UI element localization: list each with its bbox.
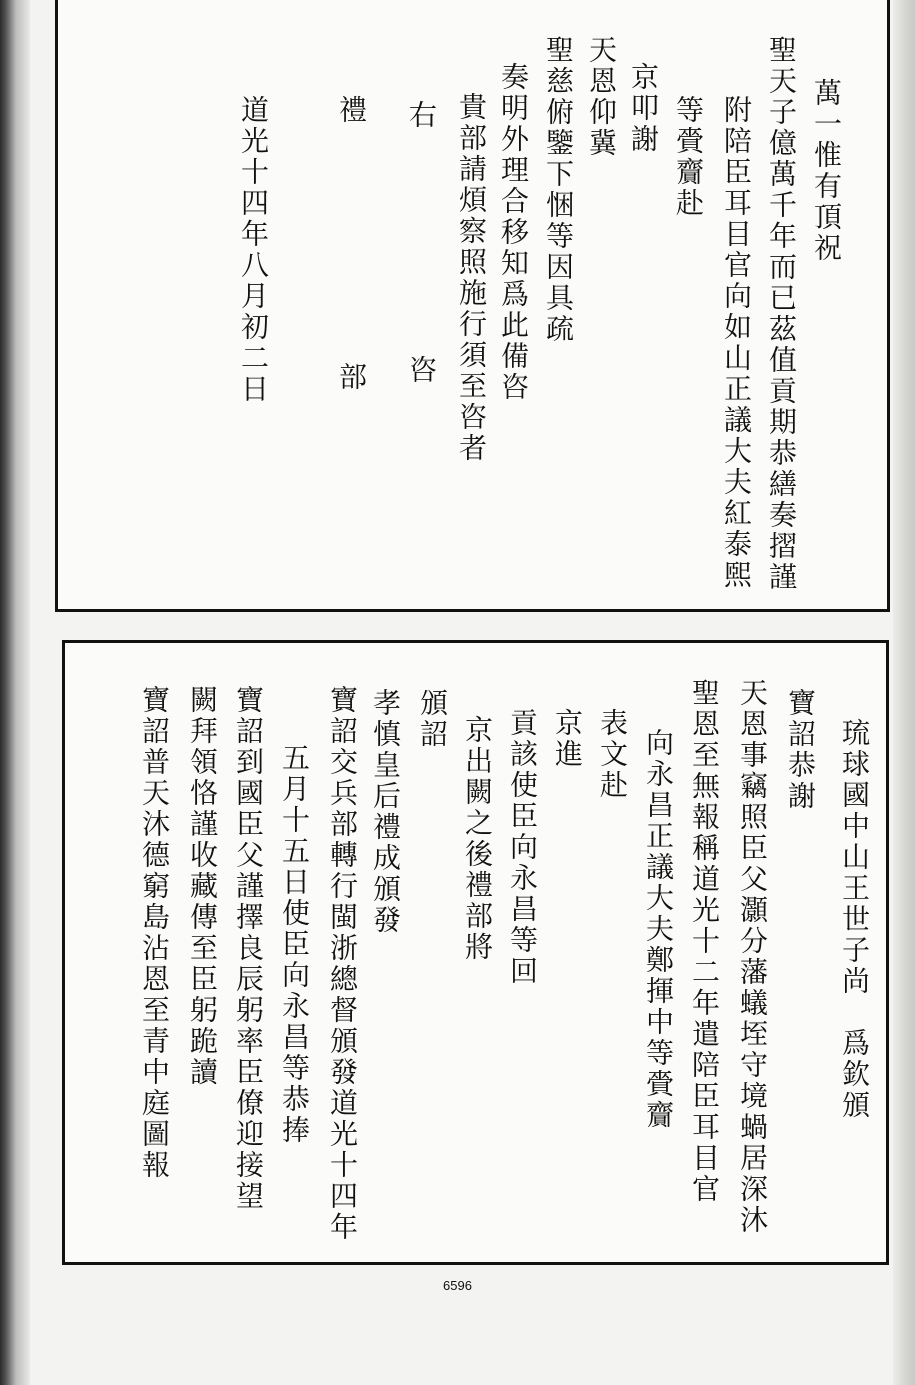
text-column: 聖天子億萬千年而已茲值貢期恭繕奏摺謹 bbox=[765, 35, 798, 593]
text-column: 京進 bbox=[551, 708, 584, 770]
text-column: 道光十四年八月初二日 bbox=[237, 95, 270, 405]
text-column: 京叩謝 bbox=[627, 62, 660, 155]
text-column: 天恩仰冀 bbox=[585, 35, 618, 159]
document-panel-bottom bbox=[62, 640, 889, 1265]
page-edge bbox=[893, 0, 915, 1385]
document-panel-top bbox=[55, 0, 890, 612]
text-column: 部 bbox=[335, 362, 368, 393]
text-column: 萬一惟有頂祝 bbox=[810, 78, 843, 264]
text-column: 表文赴 bbox=[596, 708, 629, 801]
text-column: 寶詔到國臣父謹擇良辰躬率臣僚迎接望 bbox=[232, 685, 265, 1212]
text-column: 右 bbox=[405, 100, 438, 131]
text-column: 奏明外理合移知爲此備咨 bbox=[497, 62, 530, 403]
text-column: 等賫齎赴 bbox=[672, 95, 705, 219]
text-column: 五月十五日使臣向永昌等恭捧 bbox=[278, 743, 311, 1146]
text-column: 咨 bbox=[405, 355, 438, 386]
text-column: 琉球國中山王世子尚 爲欽頒 bbox=[838, 718, 871, 1121]
text-column: 京出闕之後禮部將 bbox=[461, 715, 494, 963]
text-column: 闕拜領恪謹收藏傳至臣躬跪讀 bbox=[186, 685, 219, 1088]
text-column: 附陪臣耳目官向如山正議大夫紅泰煕 bbox=[720, 95, 753, 591]
text-column: 寶詔恭謝 bbox=[784, 688, 817, 812]
text-column: 頒詔 bbox=[416, 688, 449, 750]
text-column: 聖恩至無報稱道光十二年遣陪臣耳目官 bbox=[688, 678, 721, 1205]
text-column: 聖慈俯鑒下悃等因具疏 bbox=[542, 35, 575, 345]
text-column: 寶詔普天沐德窮島沾恩至青中庭圖報 bbox=[138, 685, 171, 1181]
text-column: 貢該使臣向永昌等回 bbox=[506, 708, 539, 987]
text-column: 天恩事竊照臣父灝分藩蟻垤守境蝸居深沐 bbox=[736, 678, 769, 1236]
text-column: 寶詔交兵部轉行閩浙總督頒發道光十四年 bbox=[326, 685, 359, 1243]
text-column: 貴部請煩察照施行須至咨者 bbox=[455, 92, 488, 464]
text-column: 孝慎皇后禮成頒發 bbox=[369, 688, 402, 936]
book-binding-gutter bbox=[0, 0, 30, 1385]
page-number: 6596 bbox=[443, 1278, 472, 1293]
text-column: 向永昌正議大夫鄭揮中等賫齎 bbox=[642, 728, 675, 1131]
text-column: 禮 bbox=[335, 95, 368, 126]
